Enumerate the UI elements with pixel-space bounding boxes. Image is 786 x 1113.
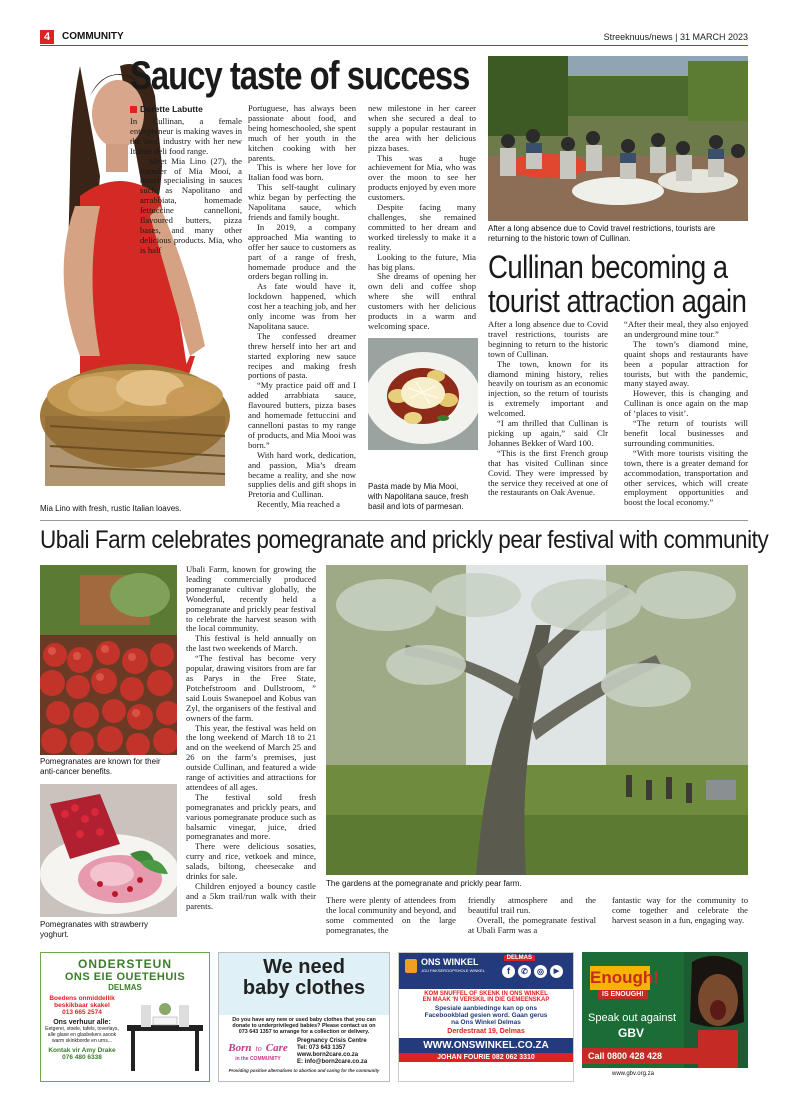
pasta-photo-art <box>368 338 478 450</box>
ad4-brand: Enough! <box>590 968 659 987</box>
story2-c2-p4: “The return of tourists will benefit local businesses and surrounding communities. <box>624 418 748 448</box>
story1-column-2 <box>248 104 356 514</box>
ad1-red2: beskikbaar skakel <box>54 1002 110 1009</box>
ad4-l2: GBV <box>618 1026 645 1040</box>
section-divider <box>40 520 748 521</box>
story3-c1-p3: “The festival has become very popular, drawing visitors from are far as Parys in the Free State, Potchefstroom and Dullstroom, ” said Louis Swanepoel and Kobus van Zyl, the organisers of the festival and owners of the farm. <box>186 653 316 723</box>
pomegranates-caption-line2: anti-cancer benefits. <box>40 767 113 776</box>
ad1-title1: ONDERSTEUN <box>77 957 172 971</box>
story1-c2-p9: Recently, Mia reached a <box>257 499 340 510</box>
page-header <box>40 30 748 46</box>
ad1-b4: warm skinkborde en urns... <box>51 1038 113 1044</box>
ad2-footer: Providing positive alternatives to abortion and caring for the community <box>228 1068 380 1073</box>
story2-column-1 <box>488 320 608 514</box>
story1-c3-p4: Looking to the future, Mia has big plans. <box>368 251 476 272</box>
tourists-photo <box>488 56 748 221</box>
pasta-caption-line2: with Napolitana sauce, fresh <box>368 492 469 501</box>
pomegranates-photo-art <box>40 565 177 755</box>
story1-c3-p5: She dreams of opening her own deli and coffee shop where she will enthral customers with her delicious products in a warm and welcoming space. <box>368 271 476 331</box>
ad2-logo-to: to <box>255 1044 262 1053</box>
ad4-tag: IS ENOUGH! <box>598 990 648 999</box>
ad4-call[interactable]: Call 0800 428 428 <box>582 1048 702 1064</box>
ad2-logo-community: in the COMMUNITY <box>235 1056 281 1062</box>
ad-oetehuis[interactable] <box>40 952 210 1082</box>
headline-cullinan-line1: Cullinan becoming a <box>488 249 728 285</box>
ad1-contact2: 076 480 6338 <box>62 1054 102 1061</box>
ad4-l1: Speak out against <box>588 1012 677 1024</box>
story3-column-3 <box>468 896 596 940</box>
gardens-photo <box>326 565 748 875</box>
pasta-caption-line3: basil and lots of parmesan. <box>368 502 464 511</box>
youtube-icon[interactable]: ▶ <box>550 965 563 978</box>
ad2-org: Pregnancy Crisis Centre <box>297 1038 367 1044</box>
story1-c2-p2: This is where her love for Italian food was born. <box>248 162 356 183</box>
story1-c1-p2: Meet Mia Lino (27), the founder of Mia Mooi, a brand specialising in sauces such as Napolitano and arrabbiata, homemade fettuccine cannelloni, flavoured butters, pizza bases, and many other delicious products. Mia, who is half <box>140 155 242 255</box>
ad3-p1: Spesiale aanbiedinge kan op ons <box>434 1005 538 1012</box>
facebook-icon[interactable]: f <box>502 965 515 978</box>
ad2-body2: donate to underprivileged babies? Please contact us on <box>232 1023 376 1029</box>
yoghurt-photo <box>40 784 177 917</box>
ad3-sub: JOU PAKSEROOPSHOLE WINKEL <box>421 968 485 973</box>
story1-c2-p3: This self-taught culinary whiz began by perfecting the Napolitana sauce, which friends and family bought. <box>248 182 356 222</box>
ad2-body3: 073 643 1357 to arrange for a collection or delivery. <box>238 1029 370 1035</box>
story3-column-1 <box>186 565 316 939</box>
ad1-b1: Ons verhuur alle: <box>53 1019 111 1026</box>
story3-column-4 <box>612 896 748 940</box>
ad2-body1: Do you have any new or used baby clothes that you can <box>232 1017 376 1023</box>
story2-c2-p3: However, this is changing and Cullinan is once again on the map of ‘places to visit’. <box>624 388 748 419</box>
mia-photo-caption: Mia Lino with fresh, rustic Italian loaves. <box>40 504 182 513</box>
gardens-caption: The gardens at the pomegranate and prickly pear farm. <box>326 879 522 888</box>
story1-c3-p3: Despite facing many challenges, she remained committed to her dream and worked tirelessly to make it a reality. <box>368 202 476 252</box>
pomegranates-caption-line1: Pomegranates are known for their <box>40 757 161 766</box>
ad1-red3: 013 665 2574 <box>62 1009 102 1016</box>
ad3-red2: EN MAAK 'N VERSKIL IN DIE GEMEENSKAP <box>422 997 550 1003</box>
ad3-p2: Facebookblad gesien word. Gaan gerus <box>424 1012 548 1019</box>
tourists-photo-art <box>488 56 748 221</box>
gardens-photo-art <box>326 565 748 875</box>
byline-marker <box>130 106 137 113</box>
story2-c1-p4: “This is the first French group that has visited Cullinan since Covid. They were impressed by the service they received at one of the restaurants on Oak Avenue. <box>488 447 608 498</box>
story2-c2-p1: “After their meal, they also enjoyed an underground mine tour.” <box>624 320 748 339</box>
yoghurt-photo-art <box>40 784 177 917</box>
story1-c1-p1: In Cullinan, a female entrepreneur is making waves in the food industry with her new Italian deli food range. <box>130 117 242 156</box>
page-number: 4 <box>40 30 54 44</box>
ad3-addr: Derdestraat 19, Delmas <box>447 1028 525 1035</box>
ad1-contact1: Kontak vir Amy Drake <box>48 1047 116 1054</box>
story3-c1-p1: Ubali Farm, known for growing the leading commercially produced pomegranate cultivar globally, the Wonderful, recently held a pomegranate and prickly pear festival to celebrate the harvest season with the local community. <box>186 565 316 634</box>
story1-c3-p1: new milestone in her career when she secured a deal to supply a popular restaurant in the area with her delicious pizza bases. <box>368 104 476 153</box>
story3-column-2 <box>326 896 456 940</box>
story1-c2-p8: With hard work, dedication, and passion, Mia’s dream became a reality, and she now supplies delis and gift shops in Pretoria and Cullinan. <box>248 449 356 500</box>
edition-date: Streeknuus/news | 31 MARCH 2023 <box>603 32 748 42</box>
ad2-bottom <box>219 1038 389 1066</box>
ad1-table-image <box>123 995 207 1075</box>
story3-c2-p1: There were plenty of attendees from the local community and beyond, and some commented on the large pomegranates, the <box>326 896 456 935</box>
yoghurt-caption-line2: yoghurt. <box>40 930 69 939</box>
story1-c2-p4: In 2019, a company approached Mia wanting to offer her sauce to customers as part of a range of fresh, homemade produce and the orders began rolling in. <box>248 221 356 282</box>
story1-c2-p7: “My practice paid off and I added arrabbiata sauce, flavoured butters, pizza bases and homemade fettuccini and cannelloni pastas to my range of products, and Mia Mooi was born.” <box>248 380 356 450</box>
section-name: COMMUNITY <box>62 31 124 42</box>
headline-ubali-farm: Ubali Farm celebrates pomegranate and prickly pear festival with community <box>40 526 769 554</box>
pasta-caption-line1: Pasta made by Mia Mooi, <box>368 482 459 491</box>
story3-c1-p2: This festival is held annually on the last two weekends of March. <box>186 633 316 654</box>
ad1-b2: Eetgerei, stoele, tafels, toverlays, <box>45 1026 119 1032</box>
ad3-red1: KOM SNUFFEL OF SKENK IN ONS WINKEL <box>424 991 548 997</box>
gbv-logo-box <box>590 966 659 990</box>
tourists-caption-line2: returning to the historic town of Cullinan. <box>488 234 631 243</box>
ad3-web[interactable]: WWW.ONSWINKEL.CO.ZA <box>399 1038 573 1053</box>
ad2-logo <box>219 1038 297 1066</box>
story3-c4-p1: fantastic way for the community to come together and celebrate the harvest season in a fun, engaging way. <box>612 896 748 925</box>
pasta-photo <box>368 338 478 450</box>
tourists-caption-line1: After a long absence due to Covid travel restrictions, tourists are <box>488 224 716 233</box>
ad-ons-winkel[interactable] <box>398 952 574 1082</box>
story2-column-2 <box>624 320 748 514</box>
ad1-body <box>41 995 209 1075</box>
pomegranates-photo <box>40 565 177 755</box>
story3-c3-p1: friendly atmosphere and the beautiful trail run. <box>468 896 596 915</box>
ad2-logo-born: Born <box>228 1042 252 1054</box>
story3-c1-p6: There were delicious sosaties, curry and rice, vetkoek and mince, salads, biltong, cheesecake and drinks for sale. <box>186 841 316 882</box>
byline <box>130 104 203 114</box>
story2-c1-p2: The town, known for its diamond mining history, relies heavily on tourism as an economic injection, so the return of tourists is extremely important and welcomed. <box>488 358 608 419</box>
story1-c2-p1: Portuguese, has always been passionate about food, and being homeschooled, she spent much of her youth in the kitchen cooking with her parents. <box>248 104 356 163</box>
byline-author: Dorette Labutte <box>140 104 203 114</box>
ad4-web[interactable]: www.gbv.org.za <box>582 1068 748 1082</box>
story1-c3-p2: This was a huge achievement for Mia, who was over the moon to see her products enjoyed by even more customers. <box>368 152 476 203</box>
ad3-contact: JOHAN FOURIE 082 062 3310 <box>399 1053 573 1062</box>
story1-c2-p6: The confessed dreamer threw herself into her art and started exploring new sauce recipes and making fresh portions of pasta. <box>248 330 356 381</box>
ad1-title2: ONS EIE OUETEHUIS <box>64 971 186 983</box>
story2-c2-p5: “With more tourists visiting the town, there is a greater demand for accommodation, transportation and other services, which will create employment opportunities and boost the local economy.” <box>624 447 748 508</box>
ad2-title1: We need <box>263 956 345 978</box>
headline-cullinan-line2: tourist attraction again <box>488 283 747 319</box>
ad2-banner <box>219 953 389 1015</box>
ad3-brand: ONS WINKEL <box>421 957 479 967</box>
ad2-contact <box>297 1038 389 1066</box>
story1-column-1 <box>130 117 242 497</box>
ad3-p3: na Ons Winkel Delmas <box>451 1019 521 1026</box>
ad2-title2: baby clothes <box>242 977 366 999</box>
story3-c1-p7: Children enjoyed a bouncy castle and a 5km trail/run walk with their parents. <box>186 881 316 911</box>
ad3-banner <box>399 953 573 989</box>
ad-baby-clothes[interactable] <box>218 952 390 1082</box>
story3-c1-p4: This year, the festival was held on the long weekend of March 18 to 21 and on the weekend of March 25 and 26 on the farm’s premises, just outside Cullinan, and featured a wide range of activities and attractions for attendees of all ages. <box>186 722 316 792</box>
ad-gbv[interactable] <box>582 952 748 1082</box>
story2-c1-p3: “I am thrilled that Cullinan is picking up again,” said Clr Johannes Bekker of Ward 100. <box>488 418 608 448</box>
story3-c1-p5: The festival sold fresh pomegranates and prickly pears, and various pomegranate produce such as balsamic vinegar, juice, dried pomegranates and more. <box>186 791 316 842</box>
story2-c2-p2: The town’s diamond mine, quaint shops and restaurants have been a popular attraction for tourists, but with the pandemic, many stayed away. <box>624 338 748 389</box>
ad1-text <box>41 995 123 1075</box>
ad1-b3: alle glase en glasbekers asook <box>47 1032 117 1038</box>
table-setting-art <box>123 995 207 1075</box>
ad2-email[interactable]: E: info@born2care.co.za <box>297 1059 368 1065</box>
instagram-icon[interactable]: ◎ <box>534 965 547 978</box>
headline-saucy-taste: Saucy taste of success <box>130 54 470 98</box>
ons-winkel-logo-icon <box>405 959 417 973</box>
ad3-town: DELMAS <box>504 955 535 961</box>
story3-c3-p2: Overall, the pomegranate festival at Ubali Farm was a <box>468 914 596 935</box>
whatsapp-icon[interactable]: ✆ <box>518 965 531 978</box>
ad2-web[interactable]: www.born2care.co.za <box>297 1052 359 1058</box>
story1-c2-p5: As fate would have it, lockdown happened, which cost her a teaching job, and her only income was from her Napolitana sauce. <box>248 281 356 331</box>
yoghurt-caption-line1: Pomegranates with strawberry <box>40 920 149 929</box>
ad2-logo-care: Care <box>265 1042 288 1054</box>
ad1-town: DELMAS <box>108 983 142 992</box>
ad2-tel: Tel: 073 643 1357 <box>297 1045 346 1051</box>
ad3-social <box>502 965 563 978</box>
ad1-red1: Boedens onmiddellik <box>49 995 115 1002</box>
story2-c1-p1: After a long absence due to Covid travel restrictions, tourists are beginning to return to the historic town of Cullinan. <box>488 320 608 359</box>
story1-column-3 <box>368 104 476 332</box>
